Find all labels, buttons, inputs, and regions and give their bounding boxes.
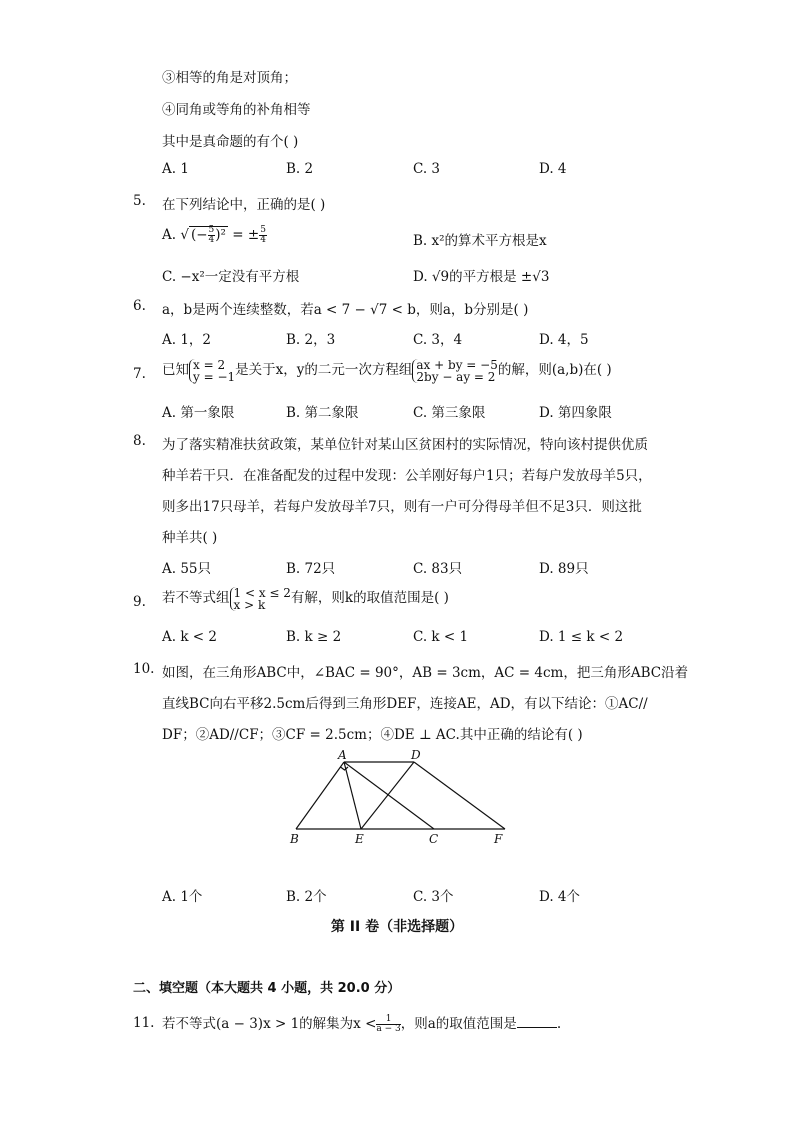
- option-b: B. x²的算术平方根是x: [413, 233, 547, 249]
- inequality-system: [230, 587, 291, 611]
- equation-system: [412, 359, 497, 383]
- option-a: A. 55只: [162, 561, 212, 577]
- equation-system: [189, 359, 235, 383]
- denominator: 4: [208, 235, 215, 245]
- question-10-line: DF；②AD//CF；③CF = 2.5cm；④DE ⊥ AC.其中正确的结论有( ): [162, 727, 583, 743]
- statement-4: ④同角或等角的补角相等: [162, 102, 311, 118]
- option-c: C. 83只: [413, 561, 463, 577]
- equation-line: y = −1: [193, 369, 236, 384]
- denominator: a − 3: [376, 1024, 401, 1034]
- fraction: [376, 1015, 400, 1034]
- stem-prefix: 已知: [162, 362, 189, 378]
- option-b: B. 72只: [286, 561, 336, 577]
- option-b: B. 2个: [286, 889, 327, 905]
- equation-line: x = 2: [193, 357, 226, 372]
- question-6-stem: a，b是两个连续整数，若a < 7 − √7 < b，则a，b分别是( ): [162, 302, 529, 318]
- option-d: D. 89只: [539, 561, 589, 577]
- numerator: 1: [376, 1015, 400, 1025]
- segment-de: [361, 762, 414, 829]
- option-d: D. √9的平方根是 ±√3: [413, 269, 550, 285]
- fraction: [208, 226, 216, 245]
- question-8-line: 种羊共( ): [162, 530, 218, 546]
- option-c: C. 第三象限: [413, 405, 486, 421]
- numerator: 5: [208, 225, 215, 235]
- stem-middle: 是关于x，y的二元一次方程组: [235, 362, 413, 378]
- equation-line: ax + by = −5: [416, 357, 498, 372]
- inequality-line: 1 < x ≤ 2: [233, 585, 291, 600]
- question-number: 5.: [133, 193, 146, 209]
- question-9-stem: [162, 586, 449, 611]
- section-2-title: 二、填空题（本大题共 4 小题，共 20.0 分）: [133, 981, 401, 996]
- stem-suffix: 有解，则k的取值范围是( ): [290, 590, 449, 606]
- segment-ab: [296, 762, 344, 829]
- equation-line: 2by − ay = 2: [416, 369, 496, 384]
- option-c: C. −x²一定没有平方根: [162, 269, 300, 285]
- label-f: F: [494, 832, 503, 846]
- sqrt-sign: √: [180, 227, 189, 243]
- option-b: B. 第二象限: [286, 405, 359, 421]
- stem-suffix: ，则a的取值范围是: [400, 1016, 517, 1032]
- question-number: 10.: [133, 661, 155, 677]
- denominator: 4: [260, 235, 266, 245]
- question-8-line: 为了落实精准扶贫政策，某单位针对某山区贫困村的实际情况，特向该村提供优质: [162, 437, 648, 453]
- equals-plus-minus: = ±: [227, 227, 260, 243]
- numerator: 5: [260, 225, 266, 235]
- triangle-figure: [280, 745, 520, 850]
- answer-blank[interactable]: [517, 1027, 557, 1028]
- stem-prefix: 若不等式组: [162, 590, 230, 606]
- question-7-stem: [162, 358, 612, 383]
- inequality-line: x > k: [233, 597, 266, 612]
- option-b: B. k ≥ 2: [286, 629, 342, 645]
- part-2-title: 第 II 卷（非选择题）: [330, 919, 464, 935]
- question-number: 11.: [133, 1015, 155, 1031]
- option-d: D. 1 ≤ k < 2: [539, 629, 624, 645]
- option-c: C. 3: [413, 161, 441, 177]
- option-d: D. 4个: [539, 889, 581, 905]
- statement-3: ③相等的角是对顶角；: [162, 70, 297, 86]
- question-10-line: 直线BC向右平移2.5cm后得到三角形DEF，连接AE，AD，有以下结论：①AC//: [162, 696, 648, 712]
- option-a: A. 1，2: [162, 332, 212, 348]
- question-5-stem: 在下列结论中，正确的是( ): [162, 197, 326, 213]
- question-number: 8.: [133, 433, 146, 449]
- option-c: C. 3个: [413, 889, 454, 905]
- segment-df: [414, 762, 505, 829]
- question-number: 9.: [133, 594, 146, 610]
- label-e: E: [355, 832, 364, 846]
- stem-suffix: 的解，则(a,b)在( ): [497, 362, 612, 378]
- option-b: B. 2: [286, 161, 314, 177]
- right-angle-mark: [341, 767, 349, 770]
- question-number: 7.: [133, 366, 146, 382]
- question-11-stem: [162, 1012, 561, 1034]
- option-a: A. 1: [162, 161, 189, 177]
- segment-ac: [344, 762, 434, 829]
- period: .: [556, 1016, 562, 1032]
- option-d: D. 4，5: [539, 332, 589, 348]
- radicand: (− $\frac{5}{4}$ )²: [190, 225, 226, 245]
- option-a: A. 1个: [162, 889, 203, 905]
- fraction: [259, 226, 267, 245]
- label-d: D: [411, 748, 421, 762]
- option-c: C. k < 1: [413, 629, 469, 645]
- label-a: A: [338, 748, 347, 762]
- question-8-line: 则多出17只母羊，若每户发放母羊7只，则有一户可分得母羊但不足3只．则这批: [162, 499, 642, 515]
- stem-prefix: 若不等式(a − 3)x > 1的解集为x <: [162, 1016, 377, 1032]
- option-d: D. 4: [539, 161, 567, 177]
- label-b: B: [290, 832, 299, 846]
- option-b: B. 2，3: [286, 332, 336, 348]
- option-a: A. 第一象限: [162, 405, 235, 421]
- question-10-line: 如图，在三角形ABC中，∠BAC = 90°，AB = 3cm，AC = 4cm，把三角形ABC沿着: [162, 665, 689, 681]
- label-c: C: [429, 832, 439, 846]
- option-a: [162, 226, 267, 245]
- question-4-stem: 其中是真命题的有个( ): [162, 134, 299, 150]
- question-8-line: 种羊若干只．在准备配发的过程中发现：公羊刚好每户1只；若每户发放母羊5只，: [162, 468, 652, 484]
- question-number: 6.: [133, 298, 146, 314]
- option-c: C. 3，4: [413, 332, 463, 348]
- option-a: A. k < 2: [162, 629, 217, 645]
- option-d: D. 第四象限: [539, 405, 612, 421]
- option-label: A.: [162, 227, 181, 243]
